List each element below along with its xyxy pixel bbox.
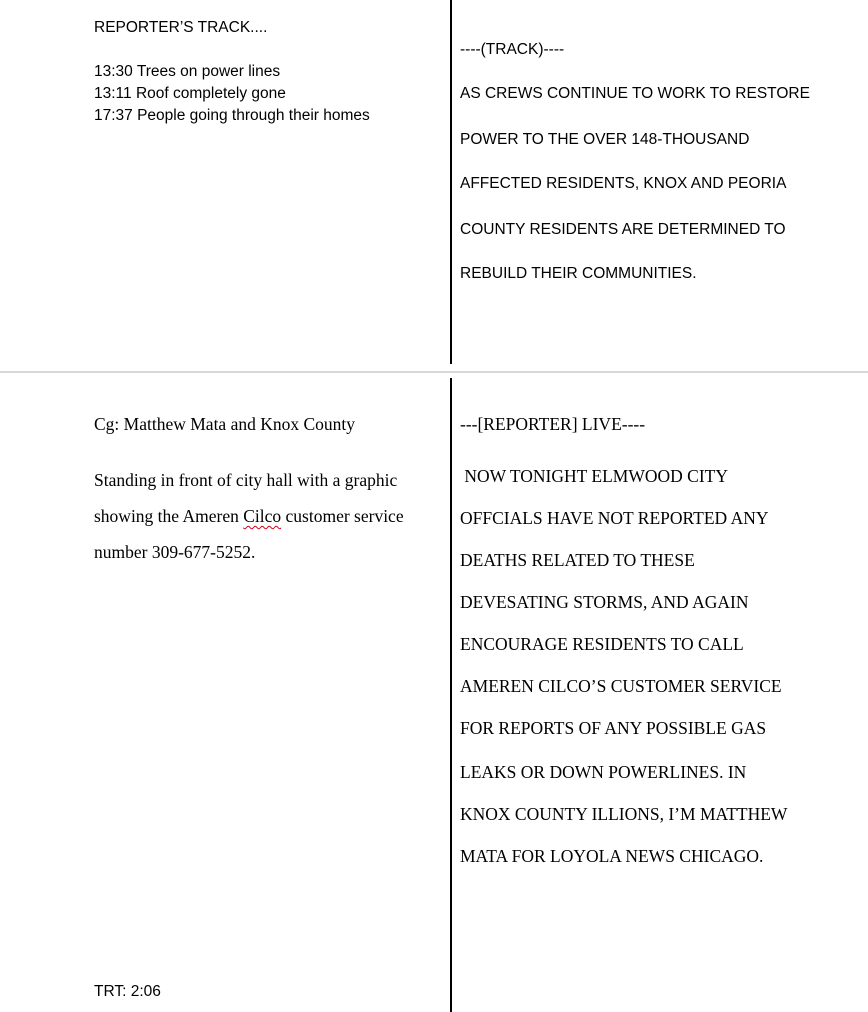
cg-line: Cg: Matthew Mata and Knox County <box>94 414 356 434</box>
script-line: POWER TO THE OVER 148-THOUSAND <box>460 131 750 148</box>
script-line: DEVESATING STORMS, AND AGAIN <box>460 592 749 612</box>
shot-line: 13:30 Trees on power lines <box>94 63 281 80</box>
misspelled-word: Cilco <box>243 506 282 526</box>
video-description-line: number 309-677-5252. <box>94 542 256 562</box>
page-break <box>0 371 868 373</box>
reporters-track-heading: REPORTER’S TRACK.... <box>94 19 268 36</box>
script-line: ENCOURAGE RESIDENTS TO CALL <box>460 634 744 654</box>
description-text: showing the Ameren <box>94 506 244 526</box>
description-text: customer service <box>281 506 404 526</box>
column-divider <box>450 378 452 1012</box>
script-line: REBUILD THEIR COMMUNITIES. <box>460 265 697 282</box>
track-heading: ----(TRACK)---- <box>460 41 565 58</box>
script-line: AMEREN CILCO’S CUSTOMER SERVICE <box>460 676 782 696</box>
reporter-live-heading: ---[REPORTER] LIVE---- <box>460 414 646 434</box>
video-description-line: Standing in front of city hall with a graphic <box>94 470 398 490</box>
script-line: FOR REPORTS OF ANY POSSIBLE GAS <box>460 718 767 738</box>
video-description-line <box>94 506 404 527</box>
script-line: AS CREWS CONTINUE TO WORK TO RESTORE <box>460 85 810 102</box>
script-line: AFFECTED RESIDENTS, KNOX AND PEORIA <box>460 175 787 192</box>
script-line: DEATHS RELATED TO THESE <box>460 550 695 570</box>
total-running-time: TRT: 2:06 <box>94 983 161 1000</box>
script-line: MATA FOR LOYOLA NEWS CHICAGO. <box>460 846 764 866</box>
script-line: COUNTY RESIDENTS ARE DETERMINED TO <box>460 221 786 238</box>
column-divider <box>450 0 452 364</box>
script-line: OFFCIALS HAVE NOT REPORTED ANY <box>460 508 769 528</box>
script-line: LEAKS OR DOWN POWERLINES. IN <box>460 762 747 782</box>
script-line: KNOX COUNTY ILLIONS, I’M MATTHEW <box>460 804 788 824</box>
script-line: NOW TONIGHT ELMWOOD CITY <box>460 466 728 486</box>
script-page-1 <box>0 0 868 364</box>
shot-line: 13:11 Roof completely gone <box>94 85 286 102</box>
script-page-2 <box>0 378 868 1012</box>
shot-line: 17:37 People going through their homes <box>94 107 370 124</box>
